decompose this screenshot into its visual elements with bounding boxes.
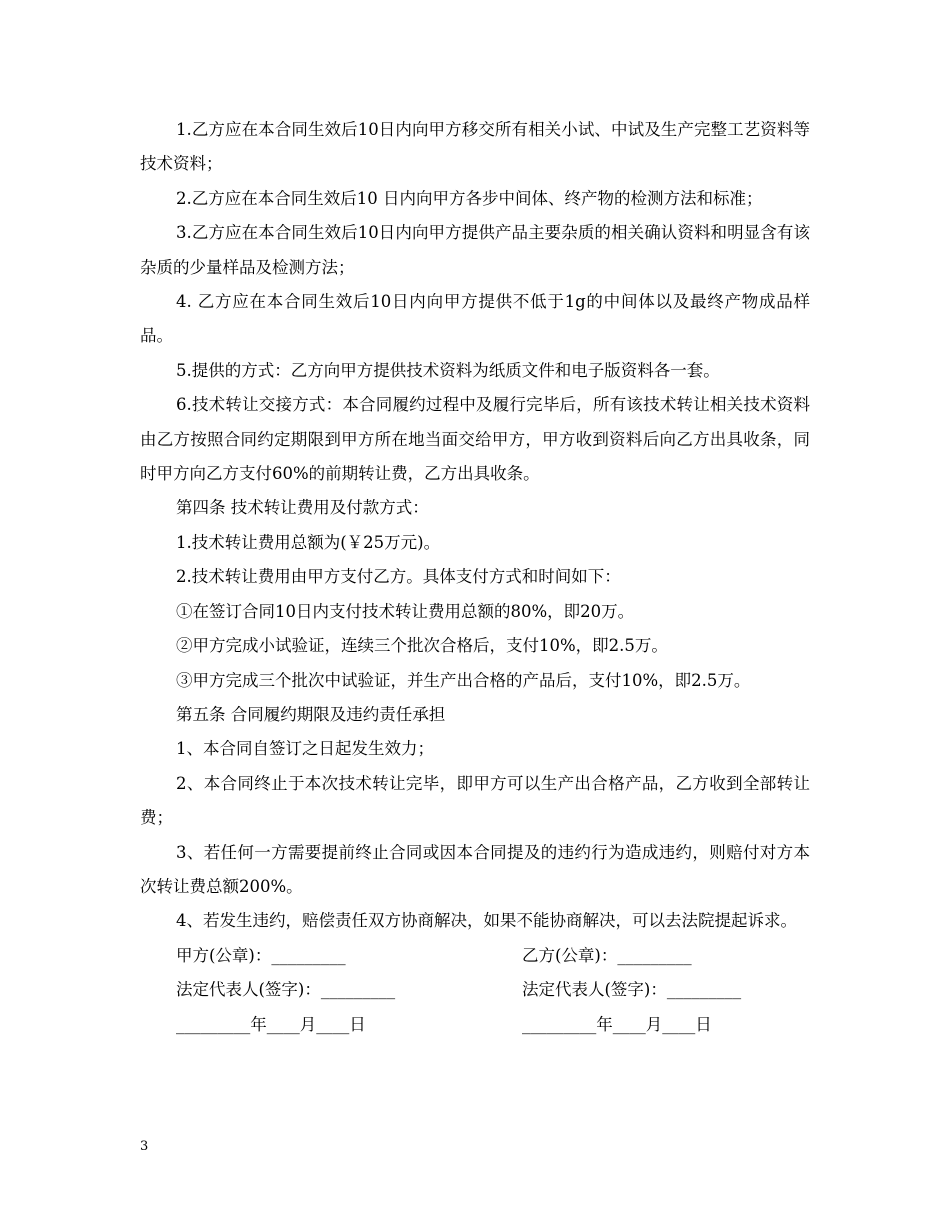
term-clause-1: 1、本合同自签订之日起发生效力； — [176, 739, 434, 759]
page-number: 3 — [140, 1139, 149, 1154]
payment-installment-3: ③甲方完成三个批次中试验证，并生产出合格的产品后，支付10%，即2.5万。 — [176, 670, 751, 690]
article-4-heading: 第四条 技术转让费用及付款方式： — [176, 498, 429, 518]
representative-row — [140, 973, 810, 1007]
article-5-heading: 第五条 合同履约期限及违约责任承担 — [176, 704, 446, 724]
clause-5: 5.提供的方式：乙方向甲方提供技术资料为纸质文件和电子版资料各一套。 — [176, 360, 720, 380]
clause-3: 3.乙方应在本合同生效后10日内向甲方提供产品主要杂质的相关确认资料和明显含有该杂质的少量样品及检测方法； — [140, 223, 810, 277]
clause-1: 1.乙方应在本合同生效后10日内向甲方移交所有相关小试、中试及生产完整工艺资料等技术资料； — [140, 120, 810, 174]
party-a-seal-field[interactable]: 甲方(公章)：_________ — [176, 945, 346, 965]
term-clause-3: 3、若任何一方需要提前终止合同或因本合同提及的违约行为造成违约，则赔付对方本次转让费总额200%。 — [140, 842, 810, 896]
contract-body — [140, 113, 810, 1042]
seal-row — [140, 939, 810, 973]
party-b-date-field[interactable]: _________年____月____日 — [522, 1014, 712, 1034]
party-a-date-field[interactable]: _________年____月____日 — [176, 1014, 366, 1034]
payment-installment-2: ②甲方完成小试验证，连续三个批次合格后，支付10%，即2.5万。 — [176, 636, 668, 656]
party-b-seal-field[interactable]: 乙方(公章)：_________ — [522, 945, 692, 965]
term-clause-4: 4、若发生违约，赔偿责任双方协商解决，如果不能协商解决，可以去法院提起诉求。 — [176, 911, 797, 931]
party-b-representative-field[interactable]: 法定代表人(签字)：_________ — [522, 980, 742, 1000]
payment-installment-1: ①在签订合同10日内支付技术转让费用总额的80%，即20万。 — [176, 601, 635, 621]
clause-4: 4. 乙方应在本合同生效后10日内向甲方提供不低于1g的中间体以及最终产物成品样品。 — [140, 292, 810, 346]
fee-payment-method: 2.技术转让费用由甲方支付乙方。具体支付方式和时间如下： — [176, 567, 621, 587]
clause-6: 6.技术转让交接方式：本合同履约过程中及履行完毕后，所有该技术转让相关技术资料由乙方按照合同约定期限到甲方所在地当面交给甲方，甲方收到资料后向乙方出具收条，同时甲方向乙方支付60%的前期转让费，乙方出具收条。 — [140, 395, 810, 484]
term-clause-2: 2、本合同终止于本次技术转让完毕，即甲方可以生产出合格产品，乙方收到全部转让费； — [140, 773, 810, 828]
clause-2: 2.乙方应在本合同生效后10 日内向甲方各步中间体、终产物的检测方法和标准； — [176, 188, 763, 208]
party-a-representative-field[interactable]: 法定代表人(签字)：_________ — [176, 980, 396, 1000]
date-row — [140, 1008, 810, 1042]
fee-total: 1.技术转让费用总额为(￥25万元)。 — [176, 532, 441, 552]
